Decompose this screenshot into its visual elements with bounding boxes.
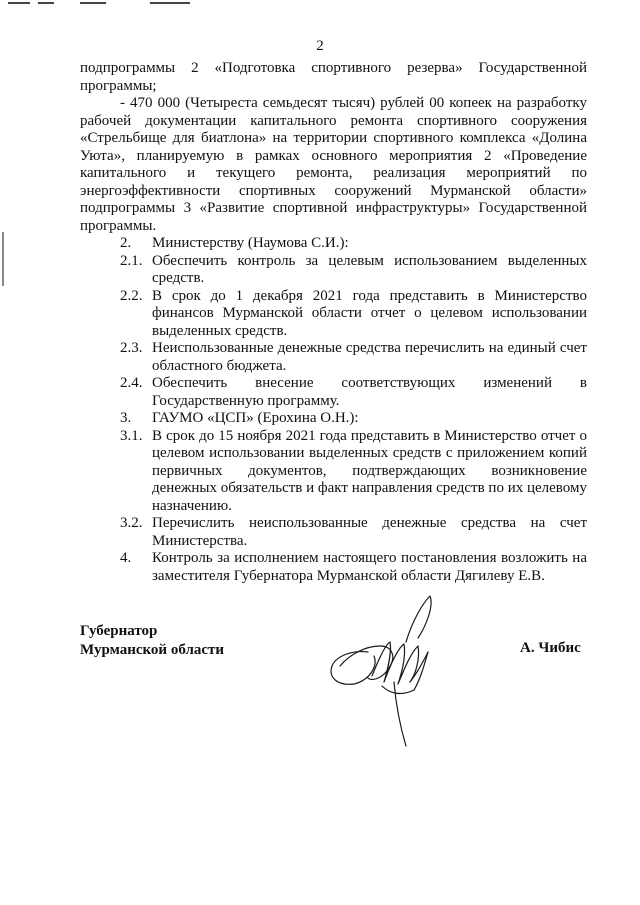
paragraph-continuation: подпрограммы 2 «Подготовка спортивного резерва» Государственной программы; — [80, 60, 587, 94]
item-number: 3.1. — [120, 427, 143, 444]
item-number: 2.2. — [120, 287, 143, 304]
scan-margin-mark — [2, 232, 4, 286]
list-item — [80, 410, 587, 428]
signatory-title-line2: Мурманской области — [80, 642, 225, 658]
list-item — [80, 428, 587, 516]
item-number: 2.4. — [120, 375, 143, 391]
item-text: Обеспечить внесение соответствующих изменений в Государственную программу. — [152, 375, 587, 409]
item-number: 3.2. — [120, 515, 143, 531]
list-item — [80, 288, 587, 341]
list-item — [80, 253, 587, 288]
list-item — [80, 550, 587, 585]
item-text: В срок до 1 декабря 2021 года представить в Министерство финансов Мурманской области отчет о целевом использовании выделенных средств. — [152, 287, 587, 339]
page-number: 2 — [316, 38, 324, 54]
signatory-name: А. Чибис — [520, 640, 581, 656]
signatory-title — [80, 622, 224, 660]
handwritten-signature — [310, 586, 470, 756]
scan-top-marks — [0, 0, 640, 6]
list-item — [80, 375, 587, 410]
item-text: В срок до 15 ноября 2021 года представить в Министерство отчет о целевом использовании выделенных средств с приложением копий первичных документов, подтверждающих возникновение денежных обязательств и факт направления средств по их целевому назначению. — [152, 427, 587, 514]
signatory-title-line1: Губернатор — [80, 623, 158, 639]
item-number: 3. — [120, 410, 132, 426]
list-item — [80, 340, 587, 375]
item-number: 4. — [120, 550, 132, 566]
item-text: Контроль за исполнением настоящего постановления возложить на заместителя Губернатора Мурманской области Дягилеву Е.В. — [152, 550, 587, 584]
item-number: 2. — [120, 235, 132, 251]
item-text: Перечислить неиспользованные денежные средства на счет Министерства. — [152, 515, 587, 549]
paragraph-funding: - 470 000 (Четыреста семьдесят тысяч) рублей 00 копеек на разработку рабочей документации капитального ремонта спортивного сооружения «Стрельбище для биатлона» на территории спортивного комплекса «Долина Уюта», планируемую в рамках основного мероприятия 2 «Проведение капитального и текущего ремонта, реализация мероприятий по энергоэффективности спортивных сооружений Мурманской области» подпрограммы 3 «Развитие спортивной инфраструктуры» Государственной программы. — [80, 95, 587, 234]
item-text: ГАУМО «ЦСП» (Ерохина О.Н.): — [152, 410, 359, 426]
item-text: Обеспечить контроль за целевым использованием выделенных средств. — [152, 252, 587, 286]
item-number: 2.3. — [120, 340, 143, 356]
document-body — [80, 60, 587, 585]
item-text: Неиспользованные денежные средства перечислить на единый счет областного бюджета. — [152, 340, 587, 374]
item-number: 2.1. — [120, 252, 143, 269]
item-text: Министерству (Наумова С.И.): — [152, 235, 349, 251]
list-item — [80, 515, 587, 550]
list-item — [80, 235, 587, 253]
